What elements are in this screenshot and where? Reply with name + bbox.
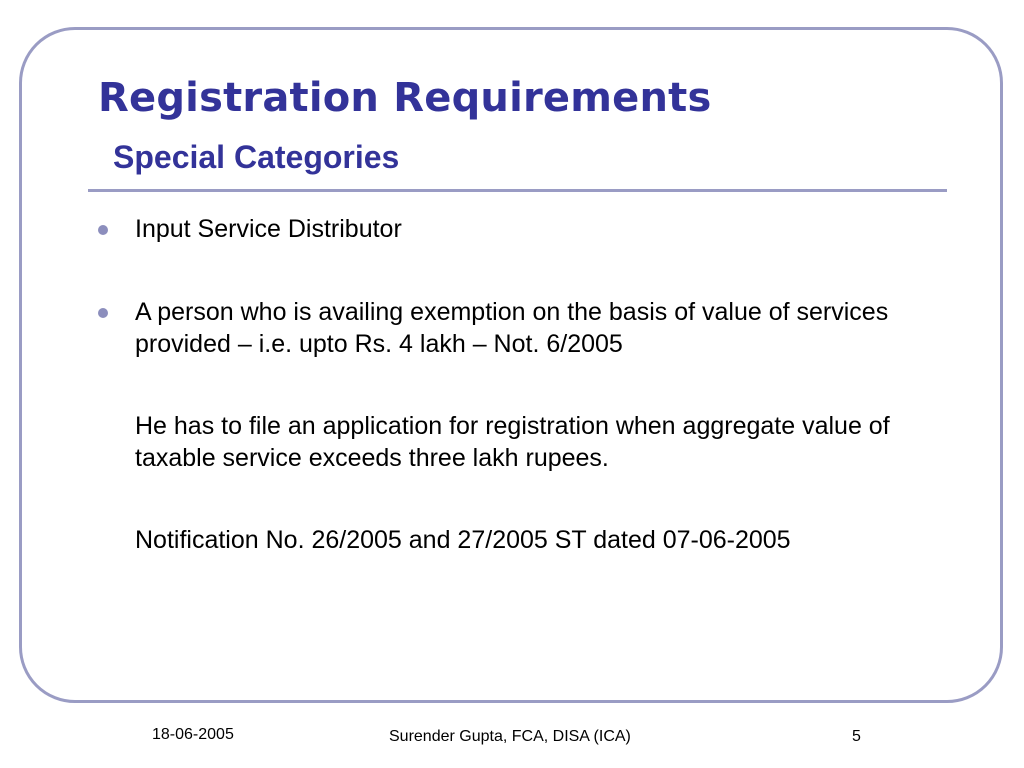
footer-date: 18-06-2005 [152,726,234,743]
body-paragraph: Notification No. 26/2005 and 27/2005 ST dated 07-06-2005 [135,526,791,554]
footer-page-number: 5 [852,728,861,745]
slide-title: Registration Requirements [98,75,712,121]
slide-subtitle: Special Categories [113,139,400,175]
slide-body [98,213,928,556]
title-divider [88,189,947,192]
bullet-dot-icon [98,225,108,235]
bullet-text: A person who is availing exemption on the basis of value of services provided – i.e. upto Rs. 4 lakh – Not. 6/2005 [135,298,889,358]
bullet-dot-icon [98,308,108,318]
bullet-item [98,213,928,245]
body-paragraph: He has to file an application for registration when aggregate value of taxable service exceeds three lakh rupees. [135,412,890,472]
bullet-text: Input Service Distributor [135,215,402,243]
bullet-item [98,296,928,360]
footer-author: Surender Gupta, FCA, DISA (ICA) [389,728,631,745]
